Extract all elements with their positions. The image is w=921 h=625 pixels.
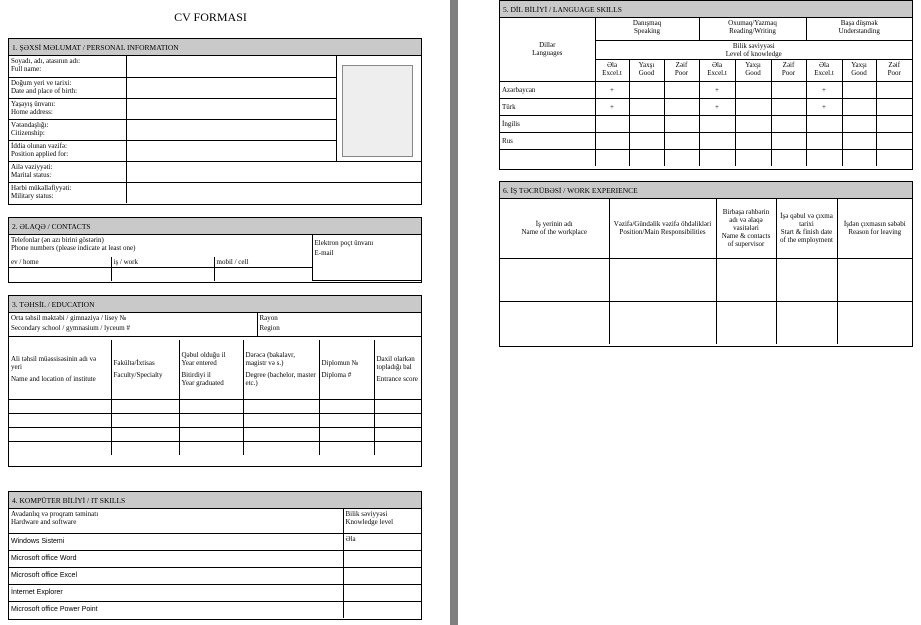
level-label-en: Level of knowledge bbox=[725, 49, 782, 58]
work-table bbox=[500, 199, 912, 344]
it-skill-name: Microsoft office Word bbox=[9, 550, 343, 567]
page-right bbox=[458, 0, 921, 625]
education-section bbox=[8, 295, 422, 467]
education-col-header bbox=[243, 340, 319, 399]
level-name-en: Poor bbox=[887, 68, 901, 77]
work-col-header bbox=[776, 199, 837, 258]
work-experience-section bbox=[499, 181, 913, 347]
personal-row bbox=[9, 161, 421, 182]
level-name-en: Excel.t bbox=[814, 68, 834, 77]
language-mark-cell[interactable] bbox=[876, 132, 912, 149]
language-group-header bbox=[595, 18, 699, 40]
work-cell[interactable] bbox=[500, 258, 609, 301]
education-cell[interactable] bbox=[9, 413, 111, 427]
work-col-text: Name of the workplace bbox=[521, 228, 587, 237]
personal-value-field[interactable] bbox=[126, 56, 336, 77]
language-skills-section bbox=[499, 0, 913, 170]
mobile-phone-field[interactable] bbox=[214, 268, 312, 281]
education-col-text: Bitirdiyi il bbox=[181, 371, 211, 380]
work-col-header bbox=[500, 199, 609, 258]
education-cell[interactable] bbox=[9, 441, 111, 455]
language-mark-cell[interactable] bbox=[629, 149, 664, 166]
it-skill-level[interactable] bbox=[343, 601, 421, 618]
work-col-header bbox=[716, 199, 776, 258]
language-mark-cell[interactable] bbox=[842, 81, 876, 98]
level-header bbox=[735, 59, 771, 81]
language-mark-cell[interactable] bbox=[771, 149, 806, 166]
it-skill-level[interactable] bbox=[343, 584, 421, 601]
language-mark-cell[interactable] bbox=[699, 115, 735, 132]
education-row bbox=[9, 413, 421, 427]
personal-label-en: Military status: bbox=[11, 191, 54, 200]
education-col-header bbox=[319, 340, 374, 399]
contacts-header: 2. ƏLAQƏ / CONTACTS bbox=[9, 218, 421, 235]
level-name-az: Yaxşı bbox=[851, 60, 867, 69]
level-of-knowledge-header bbox=[595, 40, 912, 59]
it-header-row bbox=[9, 509, 421, 533]
level-name-az: Yaxşı bbox=[745, 60, 761, 69]
level-name-az: Əla bbox=[711, 60, 723, 69]
education-cell[interactable] bbox=[319, 427, 374, 441]
personal-label-az: Soyadı, adı, atasının adı: bbox=[11, 57, 81, 65]
it-skill-row bbox=[9, 584, 421, 601]
it-hw-header bbox=[9, 509, 343, 533]
language-skills-header: 5. DİL BİLİYİ / LANGUAGE SKILLS bbox=[500, 1, 912, 18]
education-cell[interactable] bbox=[9, 427, 111, 441]
language-name: Azərbaycan bbox=[500, 81, 595, 98]
language-row bbox=[500, 132, 912, 149]
education-row bbox=[9, 399, 421, 413]
personal-row bbox=[9, 182, 421, 203]
level-header bbox=[771, 59, 806, 81]
phone-label-az: Telefonlar (ən azı birini göstərin) bbox=[11, 236, 104, 244]
education-cell[interactable] bbox=[111, 399, 179, 413]
level-header bbox=[595, 59, 629, 81]
language-mark-cell[interactable] bbox=[876, 149, 912, 166]
languages-label-az: Dillər bbox=[539, 41, 556, 50]
language-mark-cell[interactable] bbox=[735, 149, 771, 166]
education-col-text: Dərəcə (bakalavr, magistr və s.) bbox=[245, 351, 295, 368]
it-skill-name: Microsoft office Power Point bbox=[9, 601, 343, 618]
language-mark-cell[interactable] bbox=[500, 149, 595, 166]
work-cell[interactable] bbox=[776, 258, 837, 301]
language-mark-cell[interactable] bbox=[629, 98, 664, 115]
work-col-text: Position/Main Responsibilities bbox=[619, 228, 706, 237]
education-cell[interactable] bbox=[374, 427, 421, 441]
language-mark-cell[interactable] bbox=[735, 115, 771, 132]
education-cell[interactable] bbox=[111, 413, 179, 427]
language-mark-cell[interactable] bbox=[876, 98, 912, 115]
language-mark-cell[interactable] bbox=[771, 132, 806, 149]
group-label-az: Başa düşmək bbox=[840, 19, 878, 27]
language-mark-cell[interactable] bbox=[664, 98, 699, 115]
education-col-header bbox=[179, 340, 243, 399]
language-row bbox=[500, 81, 912, 98]
language-mark-cell[interactable] bbox=[699, 149, 735, 166]
personal-label bbox=[9, 98, 126, 119]
language-mark-cell[interactable]: + bbox=[595, 81, 629, 98]
work-col-text: Start & finish date of the employment bbox=[780, 228, 833, 245]
it-skill-level[interactable]: Əla bbox=[343, 533, 421, 550]
education-col-text: Daxil olarkən topladığı bal bbox=[376, 355, 415, 372]
work-col-text: Name & contacts of supervisor bbox=[721, 232, 771, 249]
personal-label-en: Citizenship: bbox=[11, 128, 45, 137]
work-col-header bbox=[837, 199, 912, 258]
level-header bbox=[806, 59, 842, 81]
personal-label-en: Full name: bbox=[11, 65, 42, 73]
it-level-label-en: Knowledge level bbox=[345, 518, 394, 526]
education-header-row bbox=[9, 340, 421, 399]
language-name: İngilis bbox=[500, 115, 595, 132]
language-mark-cell[interactable] bbox=[771, 115, 806, 132]
level-header bbox=[629, 59, 664, 81]
language-mark-cell[interactable] bbox=[842, 115, 876, 132]
personal-label bbox=[9, 140, 126, 161]
work-col-text: Vəzifə/Gündəlik vəzifə öhdəlikləri bbox=[613, 220, 712, 229]
home-phone-label: ev / home bbox=[9, 257, 111, 268]
contacts-table bbox=[9, 235, 421, 281]
education-cell[interactable] bbox=[374, 413, 421, 427]
education-cell[interactable] bbox=[111, 427, 179, 441]
education-col-text: Diplomun № bbox=[321, 359, 359, 368]
language-row bbox=[500, 115, 912, 132]
level-name-az: Yaxşı bbox=[638, 60, 655, 69]
personal-value-field[interactable] bbox=[126, 182, 421, 203]
personal-label-az: Hərbi mükəlləfiyyəti: bbox=[11, 183, 72, 192]
language-mark-cell[interactable] bbox=[664, 115, 699, 132]
language-row bbox=[500, 98, 912, 115]
it-skill-name: İnternet Explorer bbox=[9, 584, 343, 601]
it-skill-name: Windows Sistemi bbox=[9, 533, 343, 550]
work-col-text: İşə qəbul və çıxma tarixi bbox=[780, 212, 833, 229]
language-mark-cell[interactable] bbox=[806, 149, 842, 166]
language-mark-cell[interactable] bbox=[629, 81, 664, 98]
it-skills-header: 4. KOMPÜTER BİLİYİ / IT SKILLS bbox=[9, 492, 421, 509]
language-mark-cell[interactable] bbox=[771, 81, 806, 98]
personal-label bbox=[9, 119, 126, 140]
group-label-en: Speaking bbox=[633, 27, 661, 35]
language-mark-cell[interactable]: + bbox=[699, 81, 735, 98]
it-skill-level[interactable] bbox=[343, 550, 421, 567]
personal-label-en: Marital status: bbox=[11, 170, 52, 179]
language-name: Rus bbox=[500, 132, 595, 149]
language-mark-cell[interactable]: + bbox=[806, 98, 842, 115]
education-row bbox=[9, 441, 421, 455]
level-name-en: Poor bbox=[674, 68, 689, 77]
work-cell[interactable] bbox=[500, 301, 609, 344]
languages-label-en: Languages bbox=[532, 49, 563, 58]
level-name-az: Əla bbox=[606, 60, 618, 69]
education-col-text: Year entered bbox=[181, 359, 217, 368]
form-title: CV FORMASI bbox=[174, 10, 247, 24]
it-skills-table bbox=[9, 509, 421, 618]
language-mark-cell[interactable] bbox=[771, 98, 806, 115]
work-col-text: Reason for leaving bbox=[848, 228, 902, 237]
education-cell[interactable] bbox=[243, 413, 319, 427]
work-cell[interactable] bbox=[837, 258, 912, 301]
education-col-text: Qəbul olduğu il bbox=[181, 351, 226, 360]
education-cell[interactable] bbox=[179, 441, 243, 455]
rayon-label: Rayon bbox=[259, 314, 278, 322]
work-row bbox=[500, 258, 912, 301]
language-mark-cell[interactable] bbox=[595, 149, 629, 166]
personal-value-field[interactable] bbox=[126, 140, 336, 161]
language-mark-cell[interactable] bbox=[735, 132, 771, 149]
language-mark-cell[interactable] bbox=[595, 132, 629, 149]
work-phone-label: iş / work bbox=[111, 257, 214, 268]
it-level-label-az: Bilik səviyyəsi bbox=[345, 510, 388, 518]
work-col-text: İşdən çıxmasın səbəbi bbox=[843, 220, 906, 229]
education-cell[interactable] bbox=[179, 399, 243, 413]
it-skill-row bbox=[9, 567, 421, 584]
page-left bbox=[0, 0, 450, 625]
work-cell[interactable] bbox=[609, 301, 716, 344]
language-mark-cell[interactable] bbox=[735, 81, 771, 98]
level-name-en: Poor bbox=[781, 68, 796, 77]
language-group-header bbox=[699, 18, 806, 40]
language-mark-cell[interactable] bbox=[842, 98, 876, 115]
home-phone-field[interactable] bbox=[9, 268, 111, 281]
language-mark-cell[interactable] bbox=[806, 115, 842, 132]
personal-value-field[interactable] bbox=[126, 98, 336, 119]
education-col-header bbox=[111, 340, 179, 399]
education-row bbox=[9, 427, 421, 441]
language-mark-cell[interactable] bbox=[876, 81, 912, 98]
level-name-az: Əla bbox=[818, 60, 830, 69]
phone-label-en: Phone numbers (please indicate at least one) bbox=[11, 244, 136, 252]
personal-value-field[interactable] bbox=[126, 77, 336, 98]
education-cell[interactable] bbox=[179, 427, 243, 441]
level-label-az: Bilik səviyyəsi bbox=[732, 41, 775, 50]
personal-label-en: Position applied for: bbox=[11, 149, 69, 158]
personal-info-header: 1. ŞƏXSİ MƏLUMAT / PERSONAL INFORMATION bbox=[9, 39, 421, 56]
it-skill-row bbox=[9, 601, 421, 618]
language-mark-cell[interactable] bbox=[842, 132, 876, 149]
personal-label-en: Home address: bbox=[11, 107, 53, 116]
personal-label bbox=[9, 77, 126, 98]
language-name: Türk bbox=[500, 98, 595, 115]
group-label-az: Danışmaq bbox=[632, 19, 662, 27]
level-name-en: Good bbox=[745, 68, 761, 77]
personal-label-az: Doğum yeri ve tarixi: bbox=[11, 78, 72, 87]
work-col-text: Birbaşa rəhbərin adı və əlaqə vasitələri bbox=[722, 208, 770, 233]
region-label: Region bbox=[259, 324, 280, 332]
education-col-text: Ali təhsil müəssisəsinin adı və yeri bbox=[11, 355, 97, 372]
work-cell[interactable] bbox=[609, 258, 716, 301]
education-col-header bbox=[9, 340, 111, 399]
language-mark-cell[interactable] bbox=[664, 132, 699, 149]
language-mark-cell[interactable] bbox=[876, 115, 912, 132]
personal-label-az: Vətəndaşlığı: bbox=[11, 120, 49, 129]
work-cell[interactable] bbox=[776, 301, 837, 344]
work-header-row bbox=[500, 199, 912, 258]
personal-label-az: İddia olunan vəzifə: bbox=[11, 141, 67, 150]
language-mark-cell[interactable] bbox=[735, 98, 771, 115]
education-cell[interactable] bbox=[243, 441, 319, 455]
language-mark-cell[interactable] bbox=[842, 149, 876, 166]
education-col-text: Entrance score bbox=[376, 375, 418, 384]
it-level-header bbox=[343, 509, 421, 533]
school-table bbox=[9, 313, 421, 336]
education-cell[interactable] bbox=[179, 413, 243, 427]
page-gutter bbox=[450, 0, 458, 625]
it-skill-name: Microsoft office Excel bbox=[9, 567, 343, 584]
language-mark-cell[interactable]: + bbox=[595, 98, 629, 115]
work-col-header bbox=[609, 199, 716, 258]
education-col-text: Name and location of institute bbox=[11, 375, 96, 384]
personal-label-en: Date and place of birth: bbox=[11, 86, 78, 95]
level-name-en: Good bbox=[638, 68, 655, 77]
education-col-text: Degree (bachelor, master etc.) bbox=[245, 371, 316, 388]
education-cell[interactable] bbox=[243, 427, 319, 441]
level-header bbox=[842, 59, 876, 81]
language-group-row bbox=[500, 18, 912, 40]
language-mark-cell[interactable] bbox=[629, 115, 664, 132]
group-label-en: Reading/Writing bbox=[729, 27, 776, 35]
education-cell[interactable] bbox=[111, 441, 179, 455]
it-skill-row bbox=[9, 550, 421, 567]
education-cell[interactable] bbox=[319, 413, 374, 427]
education-cell[interactable] bbox=[9, 399, 111, 413]
school-label-en: Secondary school / gymnasium / lyceum # bbox=[11, 324, 130, 332]
language-mark-cell[interactable] bbox=[595, 115, 629, 132]
mobile-phone-label: mobil / cell bbox=[214, 257, 312, 268]
level-header bbox=[699, 59, 735, 81]
work-col-text: İş yerinin adı bbox=[535, 220, 573, 229]
level-name-en: Excel.t bbox=[707, 68, 727, 77]
contacts-section bbox=[8, 217, 422, 283]
level-name-az: Zəif bbox=[675, 60, 688, 69]
it-skills-section bbox=[8, 491, 422, 620]
language-mark-cell[interactable] bbox=[699, 132, 735, 149]
language-mark-cell[interactable]: + bbox=[699, 98, 735, 115]
level-name-en: Excel.t bbox=[602, 68, 622, 77]
level-header bbox=[664, 59, 699, 81]
personal-label bbox=[9, 56, 126, 77]
it-hw-label-az: Avadanlıq və proqram təminatı bbox=[11, 510, 99, 518]
level-name-az: Zəif bbox=[888, 60, 901, 69]
work-cell[interactable] bbox=[837, 301, 912, 344]
work-cell[interactable] bbox=[716, 301, 776, 344]
education-col-header bbox=[374, 340, 421, 399]
language-group-header bbox=[806, 18, 912, 40]
work-phone-field[interactable] bbox=[111, 268, 214, 281]
languages-header bbox=[500, 18, 595, 81]
education-cell[interactable] bbox=[374, 441, 421, 455]
group-label-az: Oxumaq/Yazmaq bbox=[728, 19, 777, 27]
education-cell[interactable] bbox=[374, 399, 421, 413]
personal-label bbox=[9, 182, 126, 203]
education-header: 3. TƏHSİL / EDUCATION bbox=[9, 296, 421, 313]
it-hw-label-en: Hardware and software bbox=[11, 518, 77, 526]
education-col-text: Fakültə/İxtisas bbox=[113, 359, 155, 368]
education-col-text: Faculty/Specialty bbox=[113, 371, 163, 380]
language-mark-cell[interactable] bbox=[664, 149, 699, 166]
photo-placeholder[interactable] bbox=[342, 65, 413, 157]
education-col-text: Year graduated bbox=[181, 379, 224, 388]
language-row bbox=[500, 149, 912, 166]
level-name-en: Good bbox=[851, 68, 867, 77]
education-col-text: Diploma # bbox=[321, 371, 352, 380]
education-cell[interactable] bbox=[319, 441, 374, 455]
language-mark-cell[interactable] bbox=[806, 132, 842, 149]
language-mark-cell[interactable] bbox=[629, 132, 664, 149]
personal-value-field[interactable] bbox=[126, 119, 336, 140]
it-skill-row bbox=[9, 533, 421, 550]
personal-label-az: Ailə vəziyyəti: bbox=[11, 162, 53, 171]
email-label-az: Elektron poçt ünvanı bbox=[314, 239, 374, 247]
group-label-en: Understanding bbox=[838, 27, 880, 35]
personal-label-az: Yaşayış ünvanı: bbox=[11, 99, 56, 108]
school-label-az: Orta təhsil məktəbi / gimnaziya / lisey № bbox=[11, 314, 127, 322]
education-cell[interactable] bbox=[319, 399, 374, 413]
language-mark-cell[interactable] bbox=[664, 81, 699, 98]
personal-value-field[interactable] bbox=[126, 161, 421, 182]
language-table bbox=[500, 18, 912, 166]
it-skill-level[interactable] bbox=[343, 567, 421, 584]
level-header bbox=[876, 59, 912, 81]
work-row bbox=[500, 301, 912, 344]
work-experience-header: 6. İŞ TƏCRÜBƏSİ / WORK EXPERIENCE bbox=[500, 182, 912, 199]
email-label-en: E-mail bbox=[314, 249, 334, 257]
work-cell[interactable] bbox=[716, 258, 776, 301]
personal-label bbox=[9, 161, 126, 182]
education-cell[interactable] bbox=[243, 399, 319, 413]
language-mark-cell[interactable]: + bbox=[806, 81, 842, 98]
level-name-az: Zəif bbox=[782, 60, 795, 69]
university-table bbox=[9, 340, 421, 455]
